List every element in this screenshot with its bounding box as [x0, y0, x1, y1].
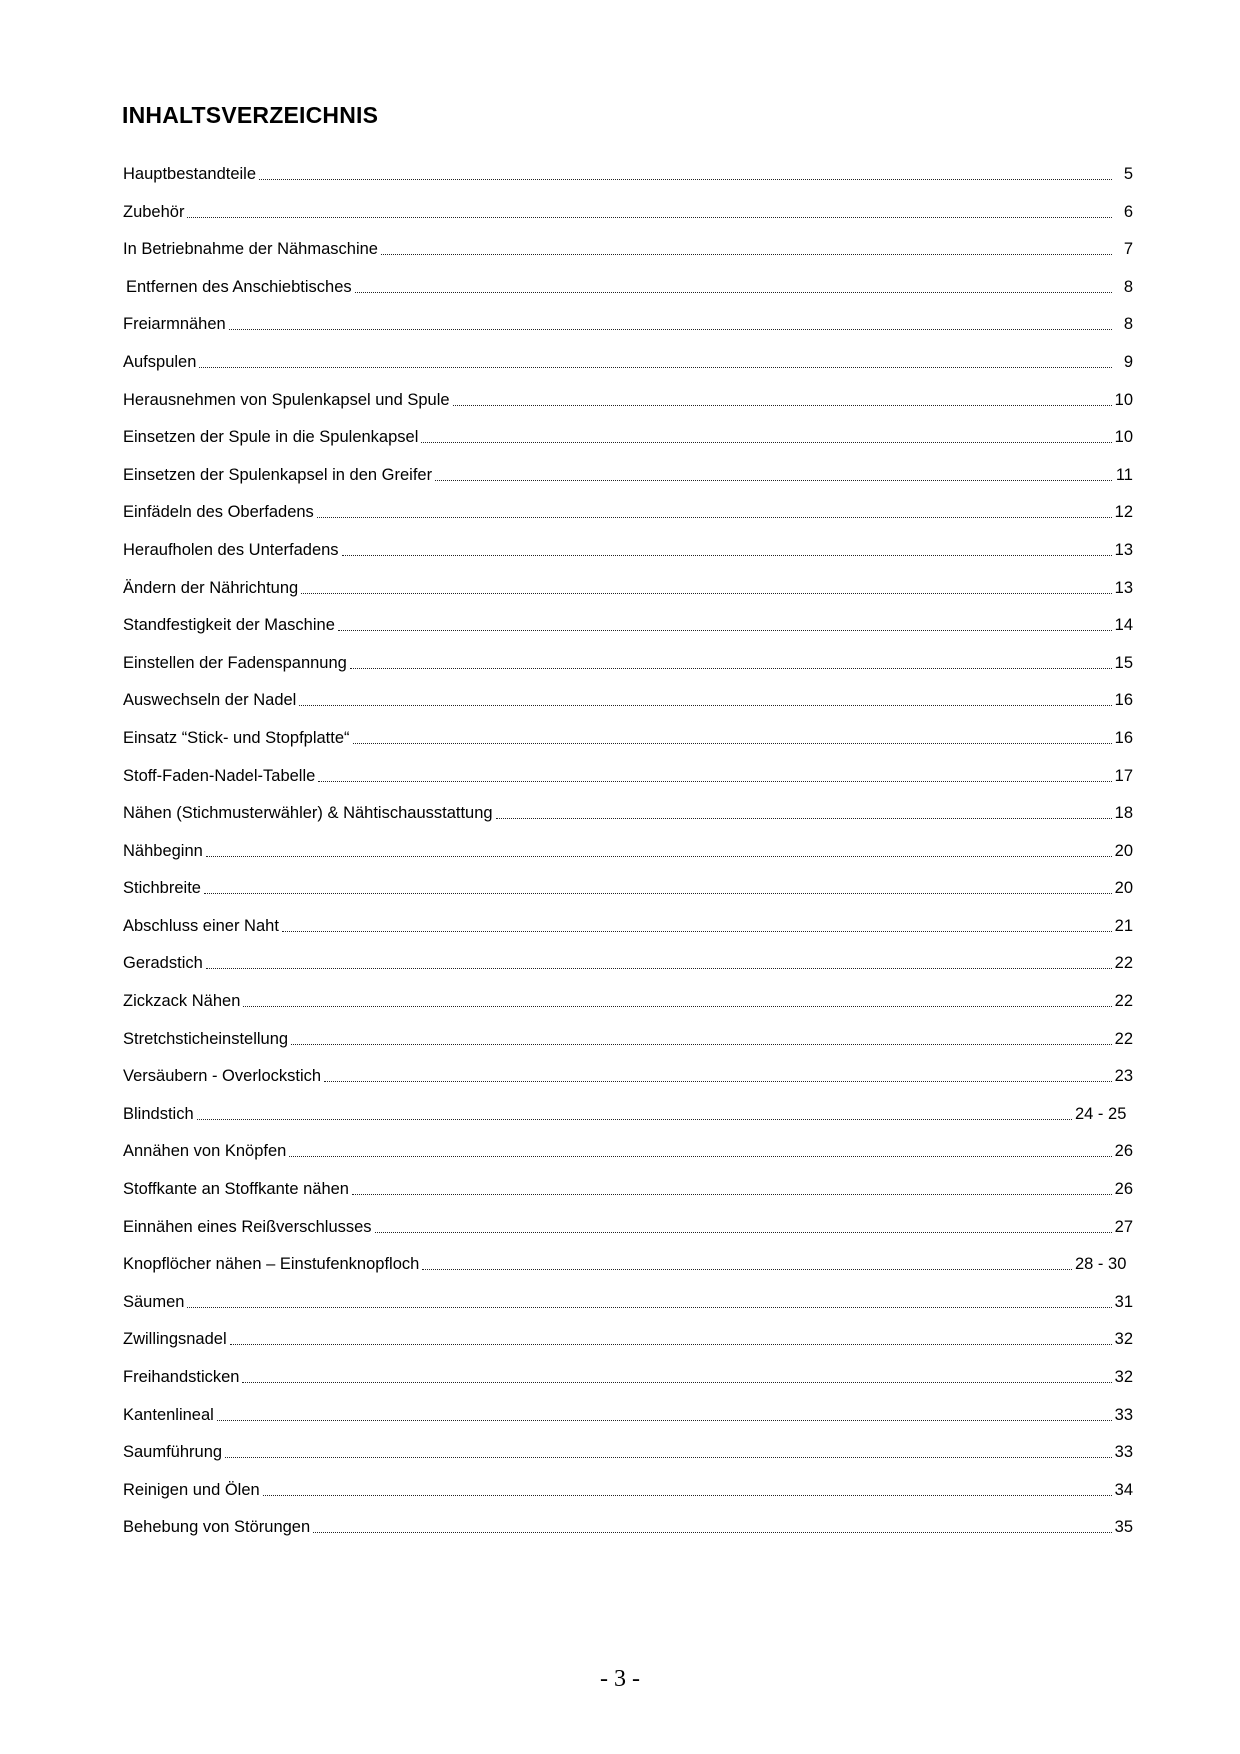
toc-dot-leader — [338, 615, 1112, 631]
toc-entry — [123, 578, 1133, 616]
toc-entry-label: Herausnehmen von Spulenkapsel und Spule — [123, 390, 450, 409]
toc-entry-page: 18 — [1114, 804, 1133, 823]
toc-dot-leader — [199, 352, 1112, 368]
toc-entry-label: Versäubern - Overlockstich — [123, 1067, 322, 1086]
toc-entry-page: 13 — [1114, 578, 1133, 597]
toc-entry — [123, 239, 1133, 277]
toc-entry — [123, 1480, 1133, 1518]
toc-entry-page: 33 — [1114, 1443, 1133, 1462]
toc-dot-leader — [381, 239, 1112, 255]
toc-entry — [123, 1367, 1133, 1405]
toc-dot-leader — [342, 540, 1112, 556]
toc-entry — [123, 277, 1133, 315]
toc-entry-page: 22 — [1114, 1029, 1133, 1048]
toc-entry — [123, 1179, 1133, 1217]
toc-entry-label: Zwillingsnadel — [123, 1330, 227, 1349]
toc-entry-page: 17 — [1114, 766, 1133, 785]
toc-entry-label: Aufspulen — [123, 352, 197, 371]
toc-entry-label: Nähbeginn — [123, 841, 203, 860]
toc-entry-label: Annähen von Knöpfen — [123, 1142, 287, 1161]
toc-entry-page: 20 — [1114, 841, 1133, 860]
toc-entry — [123, 953, 1133, 991]
toc-entry-label: Einnähen eines Reißverschlusses — [123, 1217, 372, 1236]
toc-dot-leader — [259, 164, 1112, 180]
toc-entry — [123, 427, 1133, 465]
toc-dot-leader — [353, 728, 1112, 744]
toc-entry-label: Auswechseln der Nadel — [123, 691, 297, 710]
toc-entry-page: 26 — [1114, 1142, 1133, 1161]
toc-dot-leader — [206, 953, 1112, 969]
toc-dot-leader — [282, 916, 1112, 932]
toc-entry-label: Entfernen des Anschiebtisches — [126, 277, 352, 296]
toc-dot-leader — [289, 1141, 1111, 1157]
toc-entry — [123, 540, 1133, 578]
toc-entry-page: 6 — [1123, 202, 1133, 221]
toc-entry-page: 14 — [1114, 616, 1133, 635]
toc-entry-label: Nähen (Stichmusterwähler) & Nähtischausstattung — [123, 804, 493, 823]
toc-dot-leader — [229, 314, 1112, 330]
toc-dot-leader — [375, 1217, 1112, 1233]
toc-entry-label: Reinigen und Ölen — [123, 1480, 260, 1499]
toc-entry-label: Standfestigkeit der Maschine — [123, 616, 335, 635]
toc-entry — [123, 1104, 1133, 1142]
toc-entry-page: 26 — [1114, 1180, 1133, 1199]
toc-dot-leader — [217, 1405, 1112, 1421]
toc-dot-leader — [313, 1517, 1111, 1533]
toc-entry-label: Hauptbestandteile — [123, 165, 257, 183]
toc-dot-leader — [187, 1292, 1111, 1308]
table-of-contents — [123, 164, 1133, 1555]
toc-entry-label: Blindstich — [123, 1104, 194, 1123]
toc-entry — [123, 1066, 1133, 1104]
toc-entry-label: Kantenlineal — [123, 1405, 214, 1424]
toc-entry-page: 8 — [1123, 277, 1133, 296]
toc-entry — [123, 916, 1133, 954]
toc-entry-page: 10 — [1114, 428, 1133, 447]
toc-entry — [123, 1141, 1133, 1179]
toc-entry — [123, 1254, 1133, 1292]
toc-entry — [123, 314, 1133, 352]
toc-dot-leader — [243, 991, 1111, 1007]
toc-entry-label: Behebung von Störungen — [123, 1518, 311, 1537]
toc-dot-leader — [206, 841, 1112, 857]
toc-entry-page: 32 — [1114, 1330, 1133, 1349]
toc-entry-page: 21 — [1114, 916, 1133, 935]
toc-entry — [123, 878, 1133, 916]
toc-entry-label: Einsetzen der Spulenkapsel in den Greifer — [123, 465, 433, 484]
toc-entry-label: Einsetzen der Spule in die Spulenkapsel — [123, 428, 419, 447]
toc-entry-label: Stretchsticheinstellung — [123, 1029, 289, 1048]
toc-entry — [123, 1442, 1133, 1480]
toc-dot-leader — [318, 766, 1111, 782]
toc-dot-leader — [453, 390, 1112, 406]
toc-entry — [123, 1405, 1133, 1443]
toc-dot-leader — [187, 202, 1112, 218]
toc-entry-label: In Betriebnahme der Nähmaschine — [123, 240, 378, 259]
toc-dot-leader — [435, 465, 1112, 481]
toc-entry-label: Geradstich — [123, 954, 203, 973]
toc-entry-label: Einfädeln des Oberfadens — [123, 503, 314, 522]
toc-entry — [123, 690, 1133, 728]
toc-entry — [123, 1329, 1133, 1367]
toc-entry-page: 9 — [1123, 352, 1133, 371]
toc-entry-page: 34 — [1114, 1480, 1133, 1499]
toc-entry-label: Stoffkante an Stoffkante nähen — [123, 1180, 349, 1199]
toc-entry — [123, 1217, 1133, 1255]
toc-entry — [123, 465, 1133, 503]
toc-entry-label: Stoff-Faden-Nadel-Tabelle — [123, 766, 316, 785]
toc-entry — [123, 1292, 1133, 1330]
toc-dot-leader — [352, 1179, 1112, 1195]
toc-entry-page: 16 — [1114, 691, 1133, 710]
toc-entry-page: 22 — [1114, 954, 1133, 973]
toc-entry-page: 28 - 30 — [1075, 1255, 1127, 1274]
page-title: INHALTSVERZEICHNIS — [122, 102, 379, 128]
toc-entry — [123, 766, 1133, 804]
toc-entry-label: Zubehör — [123, 202, 185, 221]
toc-dot-leader — [242, 1367, 1111, 1383]
toc-entry-label: Freiarmnähen — [123, 315, 226, 334]
toc-dot-leader — [197, 1104, 1072, 1120]
toc-entry-label: Einstellen der Fadenspannung — [123, 653, 347, 672]
toc-entry-label: Ändern der Nährichtung — [123, 578, 299, 597]
toc-entry-page: 24 - 25 — [1075, 1104, 1127, 1123]
toc-entry-page: 11 — [1115, 465, 1133, 484]
toc-entry — [123, 502, 1133, 540]
toc-entry-label: Heraufholen des Unterfadens — [123, 540, 339, 559]
toc-dot-leader — [291, 1029, 1112, 1045]
toc-entry — [123, 164, 1133, 202]
toc-dot-leader — [324, 1066, 1112, 1082]
toc-entry-page: 33 — [1114, 1405, 1133, 1424]
toc-dot-leader — [421, 427, 1111, 443]
toc-dot-leader — [204, 878, 1112, 894]
toc-entry — [123, 728, 1133, 766]
toc-entry — [123, 615, 1133, 653]
toc-dot-leader — [317, 502, 1112, 518]
toc-entry-page: 35 — [1114, 1518, 1133, 1537]
toc-entry — [123, 352, 1133, 390]
toc-entry-label: Säumen — [123, 1292, 185, 1311]
toc-entry-page: 5 — [1123, 165, 1133, 183]
toc-entry — [123, 390, 1133, 428]
toc-entry-page: 20 — [1114, 879, 1133, 898]
toc-dot-leader — [496, 803, 1112, 819]
toc-entry — [123, 653, 1133, 691]
toc-entry-page: 22 — [1114, 992, 1133, 1011]
toc-dot-leader — [355, 277, 1112, 293]
toc-entry-label: Abschluss einer Naht — [123, 916, 279, 935]
toc-entry-label: Saumführung — [123, 1443, 223, 1462]
toc-entry — [123, 991, 1133, 1029]
toc-dot-leader — [350, 653, 1112, 669]
toc-entry-page: 12 — [1114, 503, 1133, 522]
toc-dot-leader — [301, 578, 1111, 594]
toc-entry-page: 10 — [1114, 390, 1133, 409]
toc-entry-page: 23 — [1114, 1067, 1133, 1086]
toc-entry-page: 13 — [1114, 540, 1133, 559]
toc-entry-label: Einsatz “Stick- und Stopfplatte“ — [123, 728, 350, 747]
toc-entry-page: 31 — [1114, 1292, 1133, 1311]
toc-dot-leader — [230, 1329, 1112, 1345]
toc-entry-page: 8 — [1123, 315, 1133, 334]
toc-dot-leader — [263, 1480, 1112, 1496]
page-number: - 3 - — [600, 1666, 640, 1692]
toc-entry — [123, 1517, 1133, 1555]
toc-dot-leader — [299, 690, 1111, 706]
toc-entry-page: 15 — [1114, 653, 1133, 672]
toc-dot-leader — [225, 1442, 1112, 1458]
toc-entry-label: Stichbreite — [123, 879, 201, 898]
toc-entry-label: Knopflöcher nähen – Einstufenknopfloch — [123, 1255, 420, 1274]
toc-entry-label: Zickzack Nähen — [123, 992, 241, 1011]
toc-entry-label: Freihandsticken — [123, 1368, 240, 1386]
toc-entry — [123, 1029, 1133, 1067]
toc-entry — [123, 202, 1133, 240]
toc-entry-page: 32 — [1114, 1368, 1133, 1386]
toc-dot-leader — [422, 1254, 1072, 1270]
toc-entry-page: 27 — [1114, 1217, 1133, 1236]
toc-entry-page: 16 — [1114, 728, 1133, 747]
toc-entry-page: 7 — [1123, 240, 1133, 259]
toc-entry — [123, 803, 1133, 841]
toc-entry — [123, 841, 1133, 879]
